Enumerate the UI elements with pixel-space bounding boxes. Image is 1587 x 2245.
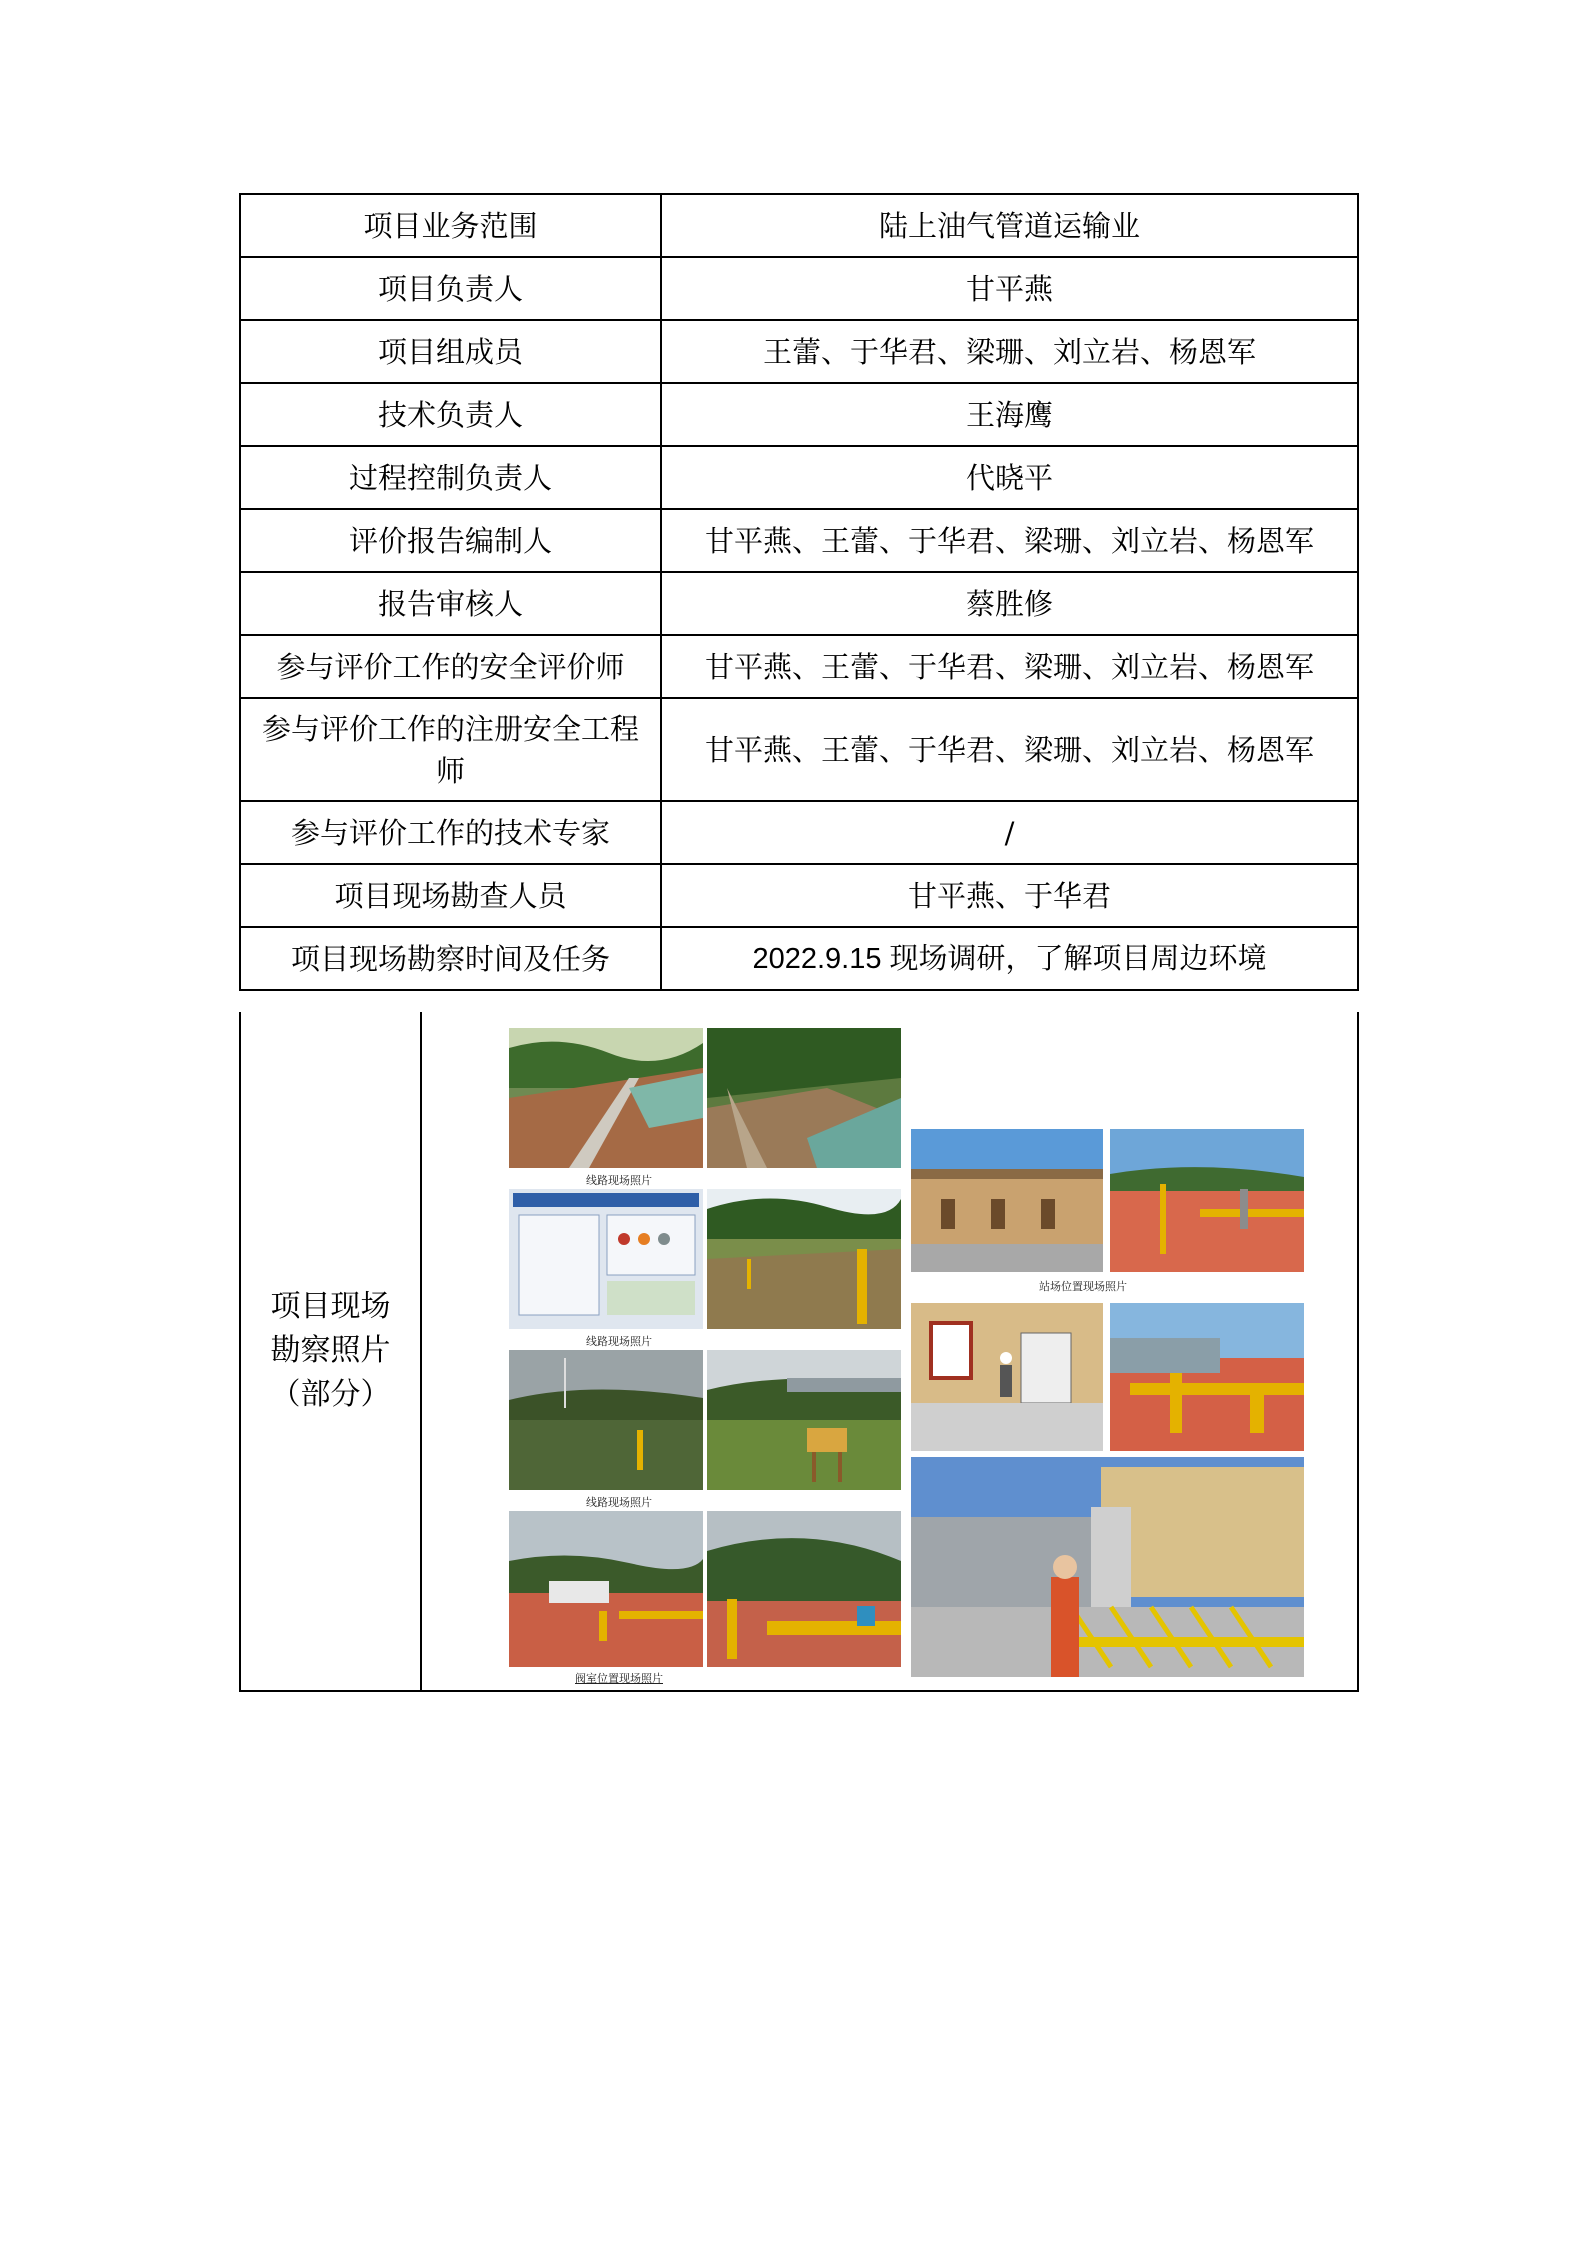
row-label: 参与评价工作的技术专家 (240, 801, 661, 864)
row-label: 项目现场勘查人员 (240, 864, 661, 927)
station-photo-yard (1110, 1129, 1304, 1272)
line-photo-signboard (509, 1189, 703, 1329)
row-value: 甘平燕、王蕾、于华君、梁珊、刘立岩、杨恩军 (661, 509, 1358, 572)
table-row (240, 572, 1358, 635)
row-label: 项目负责人 (240, 257, 661, 320)
table-row (240, 194, 1358, 257)
row-value: 王海鹰 (661, 383, 1358, 446)
photo-label-cell (241, 1012, 422, 1690)
row-label: 参与评价工作的安全评价师 (240, 635, 661, 698)
station-photo-gate (911, 1457, 1304, 1677)
row-value: 甘平燕、于华君 (661, 864, 1358, 927)
table-row (240, 383, 1358, 446)
row-label: 项目组成员 (240, 320, 661, 383)
row-value: / (661, 801, 1358, 864)
row-value: 2022.9.15 现场调研，了解项目周边环境 (661, 927, 1358, 990)
valve-photo-pipes (707, 1511, 901, 1667)
row-label: 过程控制负责人 (240, 446, 661, 509)
row-label: 项目业务范围 (240, 194, 661, 257)
station-photo-building (911, 1129, 1103, 1272)
table-row (240, 635, 1358, 698)
table-row (240, 801, 1358, 864)
row-label: 报告审核人 (240, 572, 661, 635)
photo-section (239, 1012, 1359, 1692)
row-value: 代晓平 (661, 446, 1358, 509)
row-value: 蔡胜修 (661, 572, 1358, 635)
table-row (240, 446, 1358, 509)
row-value: 甘平燕、王蕾、于华君、梁珊、刘立岩、杨恩军 (661, 635, 1358, 698)
project-info-table (239, 193, 1359, 991)
row-value: 甘平燕 (661, 257, 1358, 320)
table-row (240, 698, 1358, 801)
station-photo-worker (911, 1303, 1103, 1451)
table-row (240, 257, 1358, 320)
row-value: 陆上油气管道运输业 (661, 194, 1358, 257)
line-photo-sign (707, 1350, 901, 1490)
caption-line-1: 线路现场照片 (586, 1174, 652, 1187)
photo-grid (420, 1012, 1357, 1690)
line-photo-field (509, 1350, 703, 1490)
caption-station: 站场位置现场照片 (1039, 1280, 1127, 1293)
row-value: 甘平燕、王蕾、于华君、梁珊、刘立岩、杨恩军 (661, 698, 1358, 801)
caption-valve: 阀室位置现场照片 (575, 1672, 663, 1685)
row-label: 参与评价工作的注册安全工程师 (240, 698, 661, 801)
caption-line-2: 线路现场照片 (586, 1335, 652, 1348)
row-label: 项目现场勘察时间及任务 (240, 927, 661, 990)
row-value: 王蕾、于华君、梁珊、刘立岩、杨恩军 (661, 320, 1358, 383)
line-photo-slope (509, 1028, 703, 1168)
line-photo-marker-post (707, 1189, 901, 1329)
caption-line-3: 线路现场照片 (586, 1496, 652, 1509)
table-row (240, 509, 1358, 572)
station-photo-equipment (1110, 1303, 1304, 1451)
row-label: 技术负责人 (240, 383, 661, 446)
row-label: 评价报告编制人 (240, 509, 661, 572)
line-photo-ditch (707, 1028, 901, 1168)
table-row (240, 320, 1358, 383)
table-row (240, 927, 1358, 990)
table-row (240, 864, 1358, 927)
photo-section-label: 项目现场勘察照片（部分） (270, 1289, 391, 1412)
valve-photo-site (509, 1511, 703, 1667)
